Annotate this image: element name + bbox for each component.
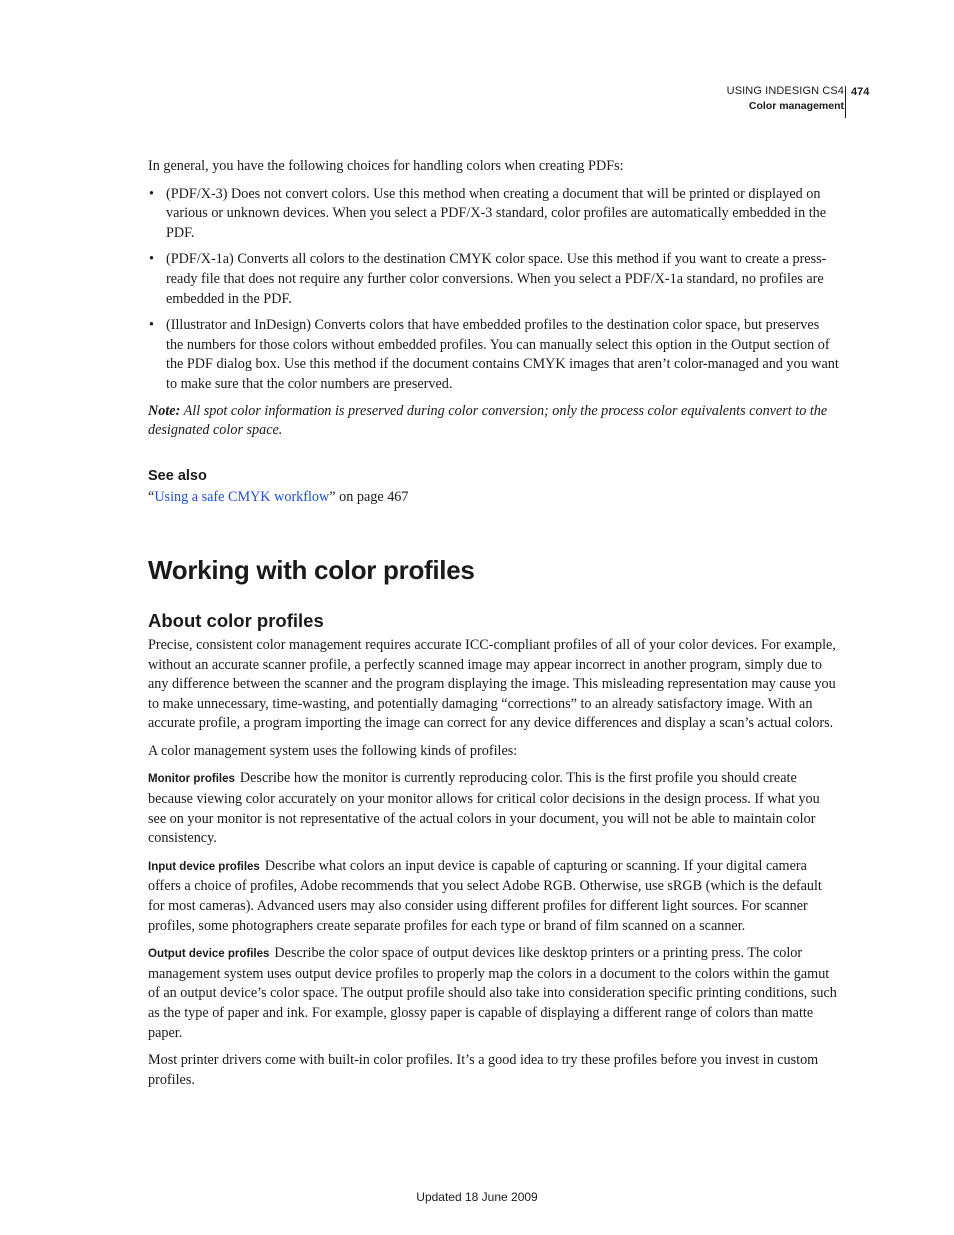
- list-item-text: (PDF/X-3) Does not convert colors. Use this method when creating a document that will be printed or displayed on various or unknown devices. When you select a PDF/X-3 standard, color profiles are automatically embedded in the PDF.: [166, 185, 827, 241]
- term-description: Describe how the monitor is currently reproducing color. This is the first profile you should create because viewing color accurately on your monitor allows for critical color decisions in the design process. If what you see on your monitor is not representative of the actual colors in your document, you will not be able to maintain color consistency.: [148, 770, 820, 847]
- body-paragraph: Most printer drivers come with built-in color profiles. It’s a good idea to try these profiles before you invest in custom profiles.: [148, 1052, 819, 1088]
- bullet-icon: •: [149, 251, 154, 268]
- bullet-icon: •: [149, 185, 154, 202]
- list-item-text: (PDF/X-1a) Converts all colors to the destination CMYK color space. Use this method if you want to create a press-ready file that does not require any further color conversions. When you select a PDF/X-1a standard, no profiles are embedded in the PDF.: [166, 251, 827, 307]
- body-paragraph: A color management system uses the following kinds of profiles:: [148, 742, 518, 759]
- list-item-text: (Illustrator and InDesign) Converts colors that have embedded profiles to the destination color space, but preserves the numbers for those colors without embedded profiles. You can manually select this option in the Output section of the PDF dialog box. Use this method if the document contains CMYK images that aren’t color-managed and you want to make sure that the color numbers are preserved.: [166, 317, 839, 392]
- term-description: Describe the color space of output devices like desktop printers or a printing press. The color management system uses output device profiles to properly map the colors in a document to the colors within the gamut of an output device’s color space. The output profile should also take into consideration specific printing conditions, such as the type of paper and ink. For example, glossy paper is capable of displaying a different range of colors than matte paper.: [148, 945, 837, 1041]
- chapter-title: Color management: [748, 100, 844, 112]
- page-footer: Updated 18 June 2009: [416, 1190, 538, 1204]
- input-device-profiles-entry: [148, 857, 840, 936]
- note-label: Note:: [148, 402, 181, 419]
- note-text: All spot color information is preserved during color conversion; only the process color equivalents convert to the designated color space.: [148, 402, 828, 439]
- see-also-reference: [148, 488, 840, 508]
- term-label: Monitor profiles: [148, 773, 235, 786]
- list-item: [148, 185, 840, 244]
- monitor-profiles-entry: [148, 769, 840, 848]
- see-also-heading: See also: [148, 467, 207, 484]
- page-content: [148, 157, 840, 1090]
- list-item: [148, 316, 840, 394]
- note-paragraph: [148, 402, 840, 441]
- running-header: [727, 85, 844, 112]
- body-paragraph: Precise, consistent color management requires accurate ICC-compliant profiles of all of your color devices. For example, without an accurate scanner profile, a perfectly scanned image may appear incorrect in another program, simply due to any difference between the scanner and the program displaying the image. This misleading representation may cause you to make unnecessary, time-wasting, and potentially damaging “corrections” to an already satisfactory image. With an accurate profile, a program importing the image can correct for any device differences and display a scan’s actual colors.: [148, 636, 836, 732]
- section-title: Working with color profiles: [148, 554, 475, 585]
- page-number: 474: [851, 86, 870, 98]
- term-description: Describe what colors an input device is capable of capturing or scanning. If your digital camera offers a choice of profiles, Adobe recommends that you select Adobe RGB. Otherwise, use sRGB (which is the default for most cameras). Advanced users may also consider using different profiles for different light sources. For scanner profiles, some photographers create separate profiles for each type or brand of film scanned on a scanner.: [148, 857, 822, 934]
- book-title: USING INDESIGN CS4: [726, 85, 844, 97]
- header-divider: [845, 86, 846, 118]
- cmyk-workflow-link[interactable]: Using a safe CMYK workflow: [154, 489, 330, 506]
- intro-paragraph: In general, you have the following choices for handling colors when creating PDFs:: [148, 158, 624, 174]
- term-label: Input device profiles: [148, 860, 260, 873]
- subsection-title: About color profiles: [148, 609, 324, 631]
- list-item: [148, 250, 840, 309]
- bullet-icon: •: [149, 317, 154, 334]
- pdf-options-list: [148, 185, 840, 395]
- page-reference: ” on page 467: [329, 489, 409, 506]
- output-device-profiles-entry: [148, 944, 840, 1043]
- open-quote: “: [148, 489, 155, 506]
- term-label: Output device profiles: [148, 948, 270, 961]
